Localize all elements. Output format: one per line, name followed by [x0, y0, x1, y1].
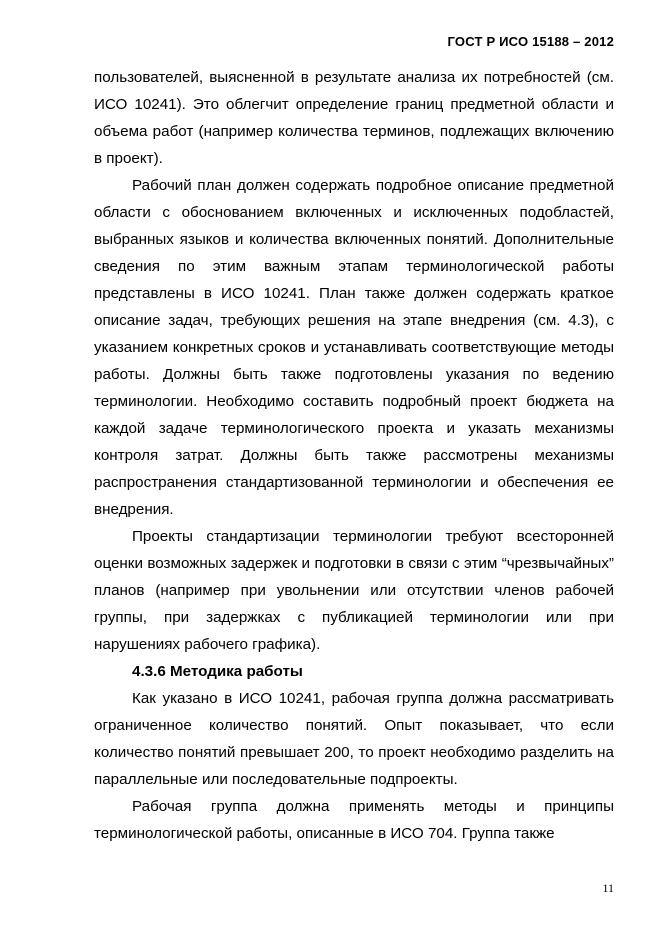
paragraph-continuation: пользователей, выясненной в результате анализа их потребностей (см. ИСО 10241). Это облегчит определение границ предметной области и объема работ (например количества терминов, подлежащих включению в проект).	[94, 69, 614, 167]
page-number: 11	[602, 881, 614, 895]
document-header: ГОСТ Р ИСО 15188 – 2012	[447, 34, 614, 49]
document-body	[94, 64, 614, 847]
paragraph-methodology: Как указано в ИСО 10241, рабочая группа должна рассматривать ограниченное количество понятий. Опыт показывает, что если количество понятий превышает 200, то проект необходимо разделить на параллельные или последовательные подпроекты.	[94, 690, 614, 788]
paragraph-methods: Рабочая группа должна применять методы и принципы терминологической работы, описанные в ИСО 704. Группа также	[94, 798, 614, 842]
paragraph-work-plan: Рабочий план должен содержать подробное описание предметной области с обоснованием включенных и исключенных подобластей, выбранных языков и количества включенных понятий. Дополнительные сведения по этим важным этапам терминологической работы представлены в ИСО 10241. План также должен содержать краткое описание задач, требующих решения на этапе внедрения (см. 4.3), с указанием конкретных сроков и устанавливать соответствующие методы работы. Должны быть также подготовлены указания по ведению терминологии. Необходимо составить подробный проект бюджета на каждой задаче терминологического проекта и указать механизмы контроля затрат. Должны быть также рассмотрены механизмы распространения стандартизованной терминологии и обеспечения ее внедрения.	[94, 177, 614, 518]
paragraph-delays: Проекты стандартизации терминологии требуют всесторонней оценки возможных задержек и подготовки в связи с этим “чрезвычайных” планов (например при увольнении или отсутствии членов рабочей группы, при задержках с публикацией терминологии или при нарушениях рабочего графика).	[94, 528, 614, 653]
section-heading: 4.3.6 Методика работы	[132, 663, 303, 680]
